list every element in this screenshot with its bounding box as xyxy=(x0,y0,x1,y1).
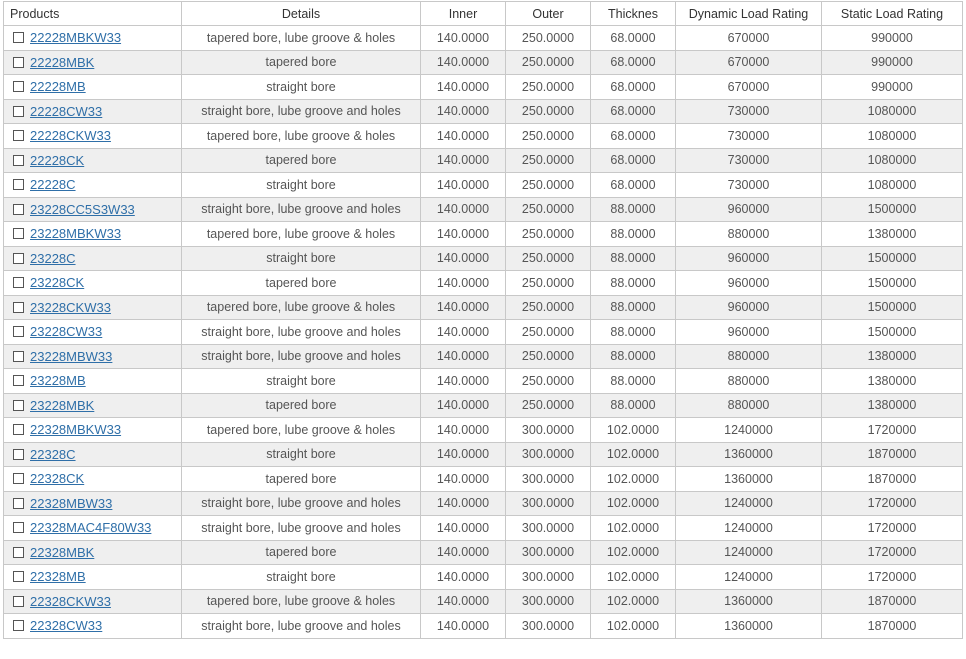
product-cell xyxy=(4,75,182,100)
product-cell xyxy=(4,26,182,51)
static-load-cell: 1500000 xyxy=(822,295,963,320)
static-load-cell: 1380000 xyxy=(822,222,963,247)
static-load-cell: 990000 xyxy=(822,26,963,51)
details-cell: straight bore, lube groove and holes xyxy=(182,320,421,345)
product-link[interactable]: 23228CW33 xyxy=(30,324,103,340)
table-row xyxy=(4,320,963,345)
product-link[interactable]: 22228CKW33 xyxy=(30,128,111,144)
dynamic-load-cell: 1360000 xyxy=(676,442,822,467)
inner-cell: 140.0000 xyxy=(421,540,506,565)
inner-cell: 140.0000 xyxy=(421,99,506,124)
product-cell xyxy=(4,320,182,345)
product-link[interactable]: 22328MBK xyxy=(30,544,95,560)
details-cell: straight bore, lube groove and holes xyxy=(182,344,421,369)
inner-cell: 140.0000 xyxy=(421,124,506,149)
thickness-cell: 102.0000 xyxy=(591,540,676,565)
thickness-cell: 68.0000 xyxy=(591,99,676,124)
static-load-cell: 1720000 xyxy=(822,491,963,516)
table-row xyxy=(4,173,963,198)
product-link[interactable]: 23228CC5S3W33 xyxy=(30,201,135,217)
select-checkbox[interactable] xyxy=(13,326,24,337)
select-checkbox[interactable] xyxy=(13,351,24,362)
dynamic-load-cell: 960000 xyxy=(676,320,822,345)
details-cell: tapered bore, lube groove & holes xyxy=(182,418,421,443)
table-row xyxy=(4,246,963,271)
static-load-cell: 1870000 xyxy=(822,467,963,492)
table-row xyxy=(4,369,963,394)
product-link[interactable]: 22228CK xyxy=(30,152,85,168)
select-checkbox[interactable] xyxy=(13,498,24,509)
thickness-cell: 88.0000 xyxy=(591,295,676,320)
static-load-cell: 1380000 xyxy=(822,369,963,394)
details-cell: straight bore xyxy=(182,369,421,394)
product-link[interactable]: 22228MBKW33 xyxy=(30,30,122,46)
table-header-row xyxy=(4,2,963,26)
table-row xyxy=(4,565,963,590)
static-load-cell: 1870000 xyxy=(822,589,963,614)
product-cell xyxy=(4,442,182,467)
inner-cell: 140.0000 xyxy=(421,516,506,541)
product-link[interactable]: 23228CKW33 xyxy=(30,299,111,315)
details-cell: tapered bore xyxy=(182,393,421,418)
select-checkbox[interactable] xyxy=(13,57,24,68)
product-cell xyxy=(4,148,182,173)
table-row xyxy=(4,540,963,565)
select-checkbox[interactable] xyxy=(13,253,24,264)
inner-cell: 140.0000 xyxy=(421,50,506,75)
product-table xyxy=(3,1,963,639)
table-row xyxy=(4,467,963,492)
thickness-cell: 102.0000 xyxy=(591,418,676,443)
outer-cell: 250.0000 xyxy=(506,271,591,296)
inner-cell: 140.0000 xyxy=(421,393,506,418)
table-row xyxy=(4,589,963,614)
outer-cell: 250.0000 xyxy=(506,246,591,271)
select-checkbox[interactable] xyxy=(13,375,24,386)
outer-cell: 250.0000 xyxy=(506,344,591,369)
dynamic-load-cell: 960000 xyxy=(676,271,822,296)
product-link[interactable]: 22328MAC4F80W33 xyxy=(30,520,152,536)
table-row xyxy=(4,418,963,443)
details-cell: straight bore, lube groove and holes xyxy=(182,516,421,541)
inner-cell: 140.0000 xyxy=(421,491,506,516)
product-link[interactable]: 23228MB xyxy=(30,373,86,389)
dynamic-load-cell: 730000 xyxy=(676,173,822,198)
product-cell xyxy=(4,124,182,149)
outer-cell: 250.0000 xyxy=(506,173,591,198)
product-cell xyxy=(4,418,182,443)
select-checkbox[interactable] xyxy=(13,522,24,533)
product-cell xyxy=(4,50,182,75)
details-cell: tapered bore, lube groove & holes xyxy=(182,589,421,614)
details-cell: straight bore, lube groove and holes xyxy=(182,614,421,639)
inner-cell: 140.0000 xyxy=(421,271,506,296)
product-cell xyxy=(4,271,182,296)
details-cell: tapered bore, lube groove & holes xyxy=(182,295,421,320)
details-cell: tapered bore, lube groove & holes xyxy=(182,124,421,149)
product-link[interactable]: 22328MB xyxy=(30,569,86,585)
inner-cell: 140.0000 xyxy=(421,589,506,614)
product-link[interactable]: 22228MBK xyxy=(30,54,95,70)
table-body xyxy=(4,26,963,639)
dynamic-load-cell: 1240000 xyxy=(676,491,822,516)
select-checkbox[interactable] xyxy=(13,277,24,288)
outer-cell: 250.0000 xyxy=(506,50,591,75)
details-cell: straight bore, lube groove and holes xyxy=(182,99,421,124)
table-row xyxy=(4,614,963,639)
product-cell xyxy=(4,491,182,516)
dynamic-load-cell: 670000 xyxy=(676,75,822,100)
select-checkbox[interactable] xyxy=(13,302,24,313)
product-cell xyxy=(4,246,182,271)
static-load-cell: 1080000 xyxy=(822,124,963,149)
outer-cell: 300.0000 xyxy=(506,516,591,541)
thickness-cell: 68.0000 xyxy=(591,75,676,100)
outer-cell: 300.0000 xyxy=(506,467,591,492)
outer-cell: 300.0000 xyxy=(506,442,591,467)
thickness-cell: 102.0000 xyxy=(591,589,676,614)
outer-cell: 250.0000 xyxy=(506,295,591,320)
static-load-cell: 1870000 xyxy=(822,614,963,639)
thickness-cell: 102.0000 xyxy=(591,516,676,541)
table-row xyxy=(4,442,963,467)
table-row xyxy=(4,75,963,100)
product-cell xyxy=(4,99,182,124)
dynamic-load-cell: 960000 xyxy=(676,197,822,222)
outer-cell: 300.0000 xyxy=(506,491,591,516)
static-load-cell: 1500000 xyxy=(822,271,963,296)
inner-cell: 140.0000 xyxy=(421,369,506,394)
outer-cell: 250.0000 xyxy=(506,222,591,247)
thickness-cell: 88.0000 xyxy=(591,222,676,247)
inner-cell: 140.0000 xyxy=(421,344,506,369)
dynamic-load-cell: 670000 xyxy=(676,50,822,75)
select-checkbox[interactable] xyxy=(13,106,24,117)
static-load-cell: 990000 xyxy=(822,50,963,75)
dynamic-load-cell: 730000 xyxy=(676,99,822,124)
static-load-cell: 990000 xyxy=(822,75,963,100)
thickness-cell: 88.0000 xyxy=(591,344,676,369)
product-cell xyxy=(4,222,182,247)
product-cell xyxy=(4,540,182,565)
select-checkbox[interactable] xyxy=(13,400,24,411)
inner-cell: 140.0000 xyxy=(421,197,506,222)
table-row xyxy=(4,26,963,51)
product-cell xyxy=(4,197,182,222)
select-checkbox[interactable] xyxy=(13,155,24,166)
table-row xyxy=(4,271,963,296)
inner-cell: 140.0000 xyxy=(421,222,506,247)
outer-cell: 300.0000 xyxy=(506,565,591,590)
dynamic-load-cell: 670000 xyxy=(676,26,822,51)
thickness-cell: 88.0000 xyxy=(591,320,676,345)
static-load-cell: 1720000 xyxy=(822,418,963,443)
product-link[interactable]: 22328CW33 xyxy=(30,618,103,634)
thickness-cell: 68.0000 xyxy=(591,148,676,173)
dynamic-load-cell: 880000 xyxy=(676,369,822,394)
select-checkbox[interactable] xyxy=(13,473,24,484)
product-link[interactable]: 22228CW33 xyxy=(30,103,103,119)
details-cell: straight bore xyxy=(182,565,421,590)
inner-cell: 140.0000 xyxy=(421,320,506,345)
column-header-inner: Inner xyxy=(421,2,506,26)
select-checkbox[interactable] xyxy=(13,204,24,215)
column-header-static-load-rating: Static Load Rating xyxy=(822,2,963,26)
outer-cell: 250.0000 xyxy=(506,124,591,149)
inner-cell: 140.0000 xyxy=(421,418,506,443)
table-row xyxy=(4,222,963,247)
outer-cell: 250.0000 xyxy=(506,26,591,51)
table-row xyxy=(4,295,963,320)
static-load-cell: 1500000 xyxy=(822,197,963,222)
product-link[interactable]: 23228MBK xyxy=(30,397,95,413)
details-cell: tapered bore xyxy=(182,540,421,565)
dynamic-load-cell: 1240000 xyxy=(676,516,822,541)
outer-cell: 300.0000 xyxy=(506,418,591,443)
select-checkbox[interactable] xyxy=(13,449,24,460)
details-cell: straight bore xyxy=(182,173,421,198)
table-row xyxy=(4,344,963,369)
inner-cell: 140.0000 xyxy=(421,26,506,51)
outer-cell: 300.0000 xyxy=(506,589,591,614)
thickness-cell: 102.0000 xyxy=(591,442,676,467)
column-header-products: Products xyxy=(4,2,182,26)
static-load-cell: 1500000 xyxy=(822,320,963,345)
table-row xyxy=(4,197,963,222)
static-load-cell: 1080000 xyxy=(822,148,963,173)
details-cell: straight bore, lube groove and holes xyxy=(182,491,421,516)
select-checkbox[interactable] xyxy=(13,547,24,558)
static-load-cell: 1500000 xyxy=(822,246,963,271)
product-cell xyxy=(4,614,182,639)
select-checkbox[interactable] xyxy=(13,179,24,190)
details-cell: tapered bore xyxy=(182,148,421,173)
thickness-cell: 88.0000 xyxy=(591,197,676,222)
details-cell: tapered bore xyxy=(182,467,421,492)
inner-cell: 140.0000 xyxy=(421,614,506,639)
select-checkbox[interactable] xyxy=(13,81,24,92)
outer-cell: 250.0000 xyxy=(506,75,591,100)
product-cell xyxy=(4,369,182,394)
select-checkbox[interactable] xyxy=(13,596,24,607)
product-link[interactable]: 22328C xyxy=(30,446,76,462)
column-header-thickness: Thicknes xyxy=(591,2,676,26)
static-load-cell: 1720000 xyxy=(822,565,963,590)
column-header-details: Details xyxy=(182,2,421,26)
product-link[interactable]: 22328MBW33 xyxy=(30,495,113,511)
thickness-cell: 102.0000 xyxy=(591,614,676,639)
dynamic-load-cell: 880000 xyxy=(676,222,822,247)
product-cell xyxy=(4,173,182,198)
product-cell xyxy=(4,393,182,418)
dynamic-load-cell: 880000 xyxy=(676,393,822,418)
inner-cell: 140.0000 xyxy=(421,295,506,320)
details-cell: straight bore, lube groove and holes xyxy=(182,197,421,222)
select-checkbox[interactable] xyxy=(13,228,24,239)
outer-cell: 250.0000 xyxy=(506,148,591,173)
table-row xyxy=(4,491,963,516)
column-header-dynamic-load-rating: Dynamic Load Rating xyxy=(676,2,822,26)
table-row xyxy=(4,50,963,75)
select-checkbox[interactable] xyxy=(13,424,24,435)
dynamic-load-cell: 960000 xyxy=(676,295,822,320)
static-load-cell: 1080000 xyxy=(822,173,963,198)
dynamic-load-cell: 1240000 xyxy=(676,418,822,443)
product-link[interactable]: 23228CK xyxy=(30,275,85,291)
table-row xyxy=(4,516,963,541)
product-link[interactable]: 22228C xyxy=(30,177,76,193)
table-row xyxy=(4,124,963,149)
product-link[interactable]: 22328CKW33 xyxy=(30,593,111,609)
details-cell: tapered bore xyxy=(182,50,421,75)
product-table-container xyxy=(3,1,963,639)
dynamic-load-cell: 1360000 xyxy=(676,614,822,639)
dynamic-load-cell: 880000 xyxy=(676,344,822,369)
dynamic-load-cell: 960000 xyxy=(676,246,822,271)
outer-cell: 250.0000 xyxy=(506,320,591,345)
static-load-cell: 1870000 xyxy=(822,442,963,467)
product-cell xyxy=(4,344,182,369)
outer-cell: 250.0000 xyxy=(506,197,591,222)
thickness-cell: 88.0000 xyxy=(591,393,676,418)
outer-cell: 300.0000 xyxy=(506,614,591,639)
inner-cell: 140.0000 xyxy=(421,173,506,198)
dynamic-load-cell: 730000 xyxy=(676,148,822,173)
static-load-cell: 1080000 xyxy=(822,99,963,124)
details-cell: tapered bore, lube groove & holes xyxy=(182,26,421,51)
select-checkbox[interactable] xyxy=(13,620,24,631)
select-checkbox[interactable] xyxy=(13,130,24,141)
inner-cell: 140.0000 xyxy=(421,75,506,100)
select-checkbox[interactable] xyxy=(13,32,24,43)
thickness-cell: 102.0000 xyxy=(591,491,676,516)
dynamic-load-cell: 1240000 xyxy=(676,540,822,565)
thickness-cell: 88.0000 xyxy=(591,271,676,296)
outer-cell: 250.0000 xyxy=(506,393,591,418)
inner-cell: 140.0000 xyxy=(421,148,506,173)
product-link[interactable]: 23228MBW33 xyxy=(30,348,113,364)
inner-cell: 140.0000 xyxy=(421,246,506,271)
thickness-cell: 102.0000 xyxy=(591,467,676,492)
inner-cell: 140.0000 xyxy=(421,442,506,467)
table-row xyxy=(4,99,963,124)
dynamic-load-cell: 1360000 xyxy=(676,589,822,614)
dynamic-load-cell: 1240000 xyxy=(676,565,822,590)
select-checkbox[interactable] xyxy=(13,571,24,582)
thickness-cell: 88.0000 xyxy=(591,369,676,394)
thickness-cell: 102.0000 xyxy=(591,565,676,590)
details-cell: straight bore xyxy=(182,442,421,467)
thickness-cell: 68.0000 xyxy=(591,50,676,75)
table-row xyxy=(4,148,963,173)
column-header-outer: Outer xyxy=(506,2,591,26)
static-load-cell: 1380000 xyxy=(822,393,963,418)
static-load-cell: 1720000 xyxy=(822,516,963,541)
product-link[interactable]: 22228MB xyxy=(30,79,86,95)
static-load-cell: 1720000 xyxy=(822,540,963,565)
product-cell xyxy=(4,565,182,590)
product-link[interactable]: 22328CK xyxy=(30,471,85,487)
outer-cell: 250.0000 xyxy=(506,369,591,394)
dynamic-load-cell: 1360000 xyxy=(676,467,822,492)
details-cell: straight bore xyxy=(182,75,421,100)
product-link[interactable]: 22328MBKW33 xyxy=(30,422,122,438)
thickness-cell: 88.0000 xyxy=(591,246,676,271)
thickness-cell: 68.0000 xyxy=(591,173,676,198)
product-cell xyxy=(4,467,182,492)
inner-cell: 140.0000 xyxy=(421,467,506,492)
details-cell: straight bore xyxy=(182,246,421,271)
thickness-cell: 68.0000 xyxy=(591,26,676,51)
table-row xyxy=(4,393,963,418)
product-link[interactable]: 23228C xyxy=(30,250,76,266)
static-load-cell: 1380000 xyxy=(822,344,963,369)
product-link[interactable]: 23228MBKW33 xyxy=(30,226,122,242)
outer-cell: 300.0000 xyxy=(506,540,591,565)
product-cell xyxy=(4,589,182,614)
inner-cell: 140.0000 xyxy=(421,565,506,590)
outer-cell: 250.0000 xyxy=(506,99,591,124)
product-cell xyxy=(4,516,182,541)
thickness-cell: 68.0000 xyxy=(591,124,676,149)
details-cell: tapered bore xyxy=(182,271,421,296)
product-cell xyxy=(4,295,182,320)
dynamic-load-cell: 730000 xyxy=(676,124,822,149)
details-cell: tapered bore, lube groove & holes xyxy=(182,222,421,247)
